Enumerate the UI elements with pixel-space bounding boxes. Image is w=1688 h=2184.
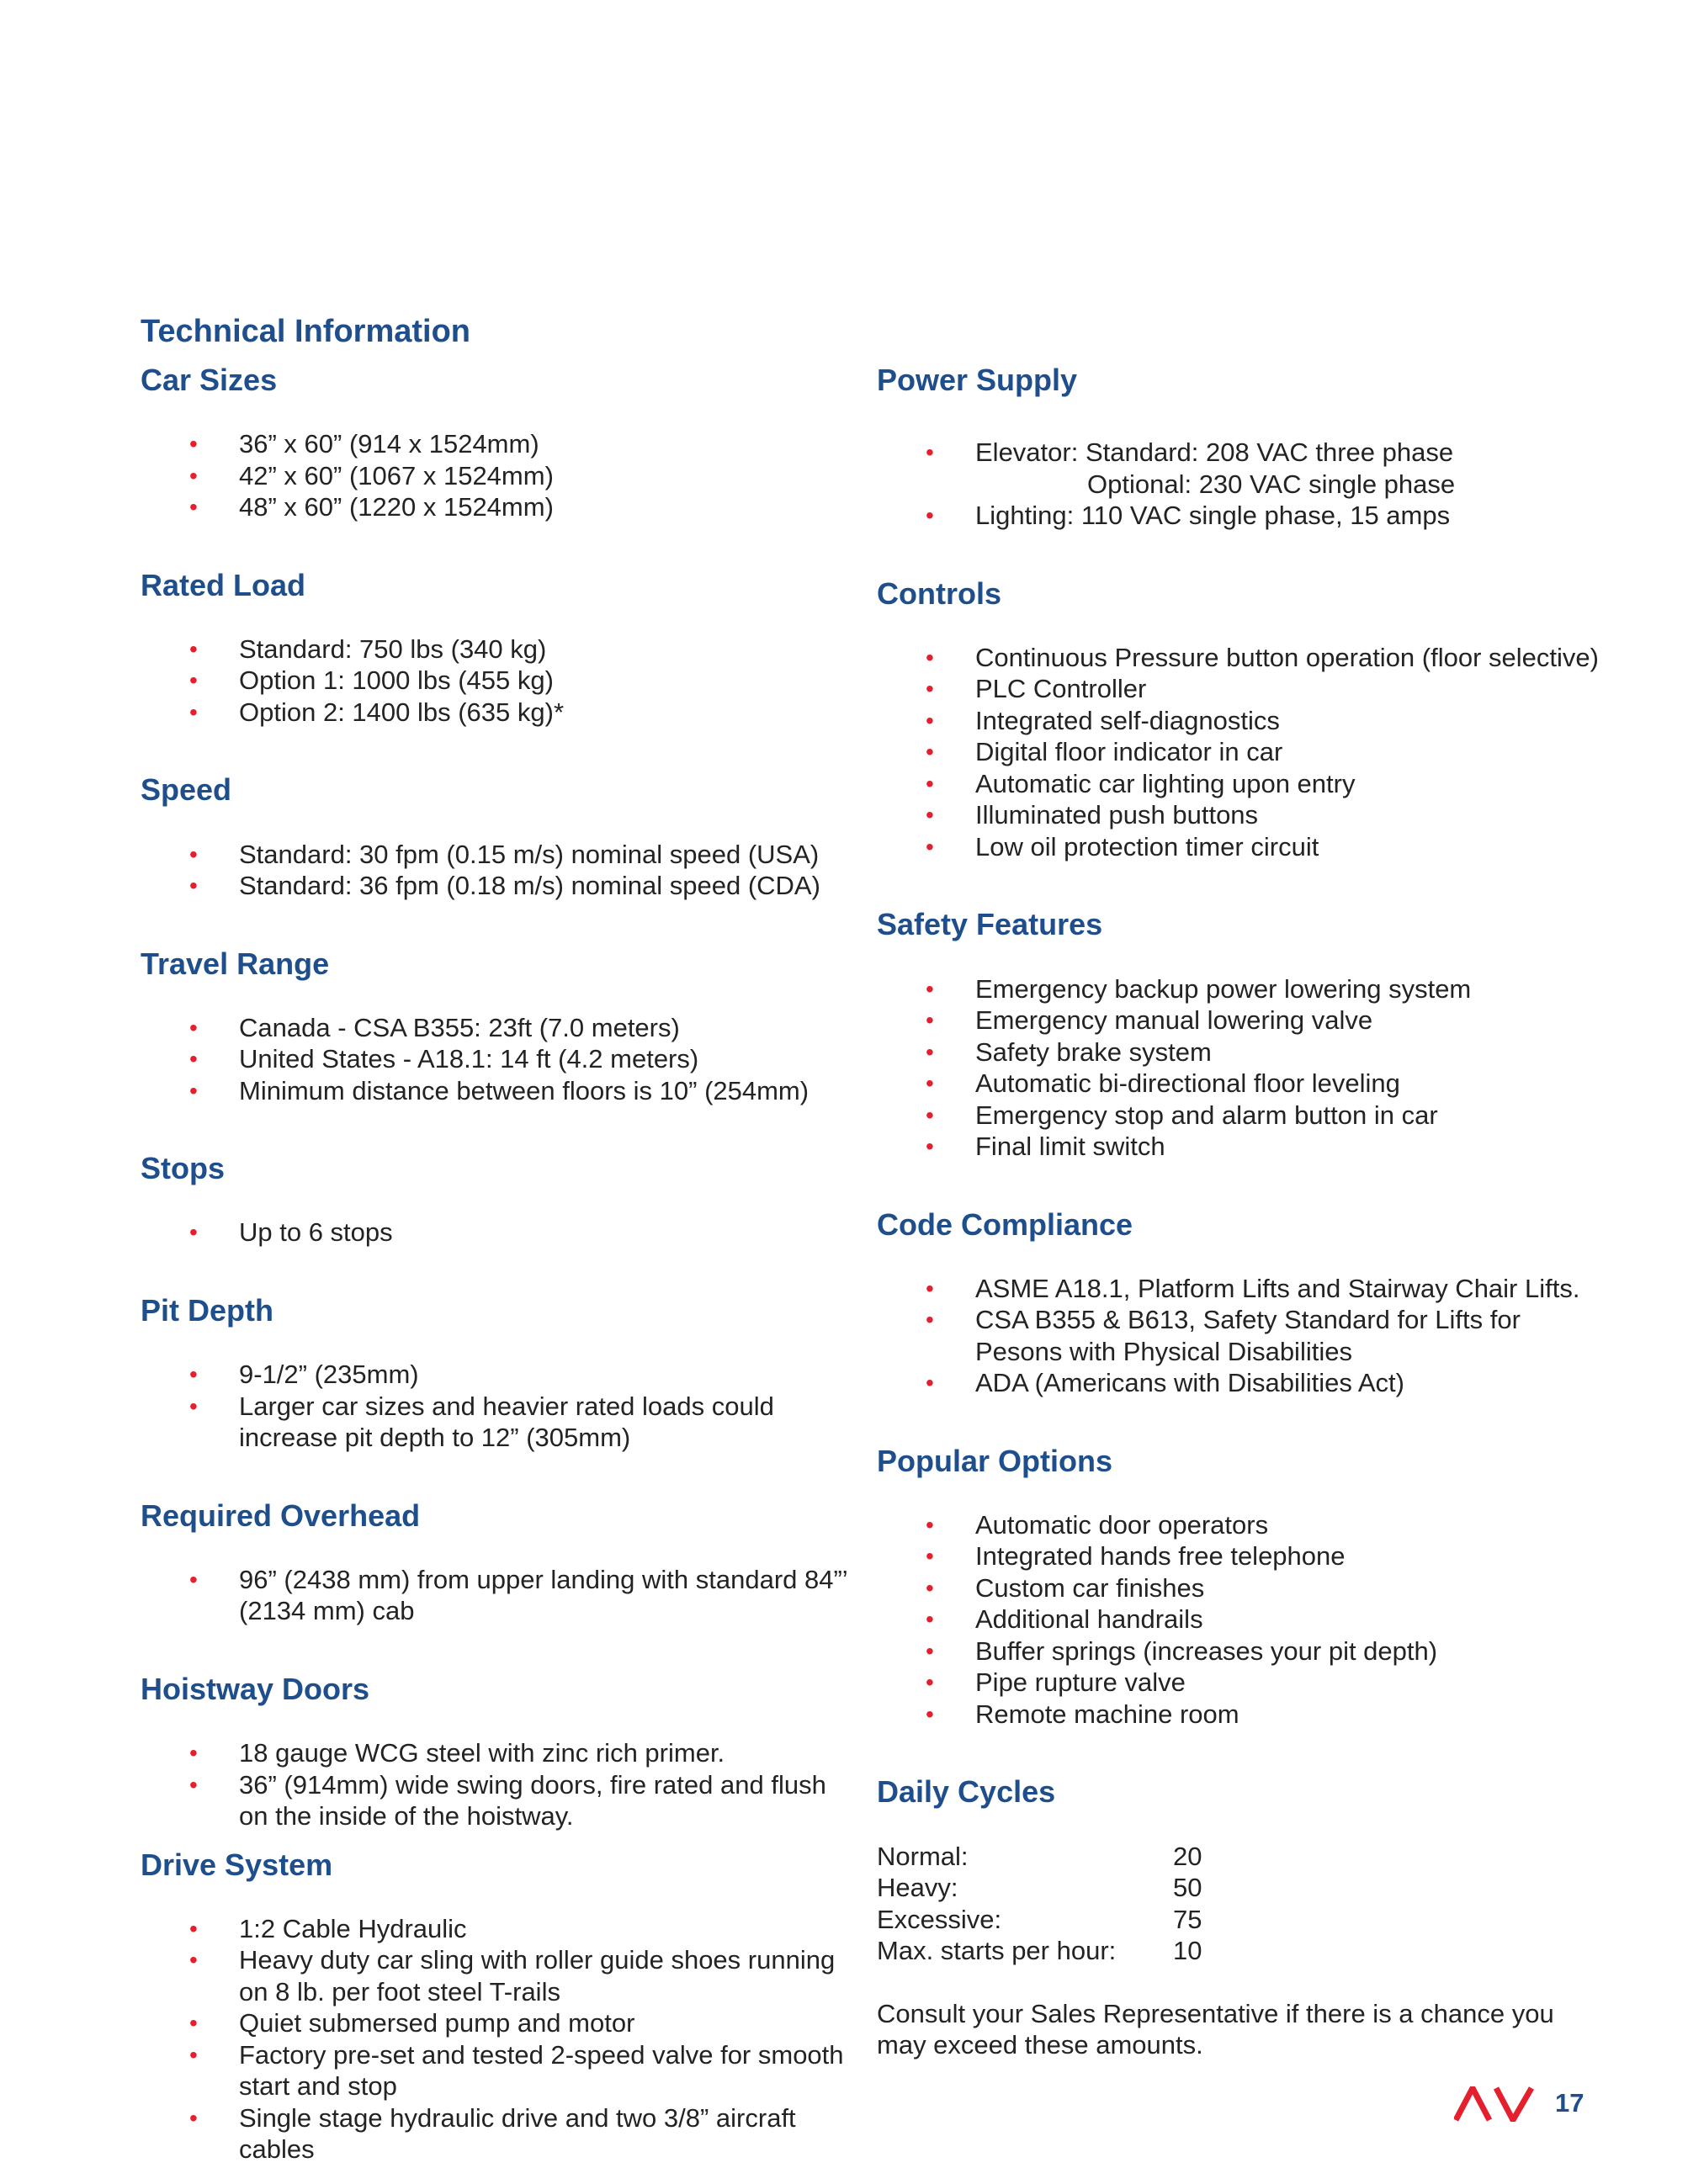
- section-heading: Car Sizes: [141, 363, 278, 397]
- bullet-icon: •: [926, 1669, 934, 1696]
- list-item: • Integrated hands free telephone: [926, 1541, 1346, 1572]
- list-item: • Automatic door operators: [926, 1509, 1269, 1540]
- list-item: • Automatic bi-directional floor leveling: [926, 1068, 1400, 1099]
- section-heading: Hoistway Doors: [141, 1671, 370, 1706]
- bullet-icon: •: [926, 1637, 934, 1664]
- section-heading: Speed: [141, 772, 232, 808]
- bullet-icon: •: [926, 1606, 934, 1633]
- list-item: • 18 gauge WCG steel with zinc rich primer.: [189, 1738, 725, 1768]
- list-item: • Larger car sizes and heavier rated loads could increase pit depth to 12” (305mm): [189, 1391, 774, 1453]
- list-item: • Automatic car lighting upon entry: [926, 768, 1356, 798]
- bullet-icon: •: [189, 1219, 198, 1246]
- bullet-icon: •: [926, 739, 934, 766]
- list-item: • Elevator: Standard: 208 VAC three phase Optional: 230 VAC single phase: [926, 437, 1456, 499]
- list-item: • Safety brake system: [926, 1036, 1212, 1067]
- list-item: • Option 2: 1400 lbs (635 kg)*: [189, 697, 565, 727]
- cycle-value: 50: [1173, 1873, 1202, 1903]
- section-controls: [877, 575, 1600, 863]
- section-safety-features: [877, 906, 1600, 1162]
- cycle-row: [877, 1904, 1600, 1936]
- list-item: • Canada - CSA B355: 23ft (7.0 meters): [189, 1012, 680, 1042]
- bullet-icon: •: [926, 770, 934, 797]
- list-item: • Single stage hydraulic drive and two 3/8” aircraft cables: [189, 2102, 796, 2165]
- list-item: • ASME A18.1, Platform Lifts and Stairway Chair Lifts.: [926, 1273, 1580, 1303]
- bullet-icon: •: [926, 833, 934, 860]
- list-item: • 96” (2438 mm) from upper landing with standard 84”’ (2134 mm) cab: [189, 1564, 847, 1626]
- bullet-icon: •: [189, 1771, 198, 1798]
- list-item: • Quiet submersed pump and motor: [189, 2008, 635, 2038]
- cycles-note: Consult your Sales Representative if there is a chance you may exceed these amounts.: [877, 1998, 1554, 2060]
- section-heading: Rated Load: [141, 567, 306, 602]
- section-heading: Controls: [877, 575, 1001, 611]
- bullet-icon: •: [189, 1566, 198, 1593]
- cycle-row: [877, 1872, 1600, 1904]
- list-item: • PLC Controller: [926, 674, 1147, 704]
- cycle-value: 75: [1173, 1904, 1202, 1934]
- bullet-icon: •: [926, 1307, 934, 1333]
- left-column: [141, 362, 856, 2165]
- cycle-value: 10: [1173, 1936, 1202, 1966]
- page-number: 17: [1555, 2088, 1584, 2118]
- bullet-icon: •: [926, 1007, 934, 1034]
- bullet-icon: •: [189, 2010, 198, 2037]
- bullet-icon: •: [926, 1101, 934, 1128]
- list-item: • 42” x 60” (1067 x 1524mm): [189, 460, 554, 490]
- list-item: • Remote machine room: [926, 1699, 1239, 1729]
- bullet-icon: •: [189, 1361, 198, 1388]
- power-optional: Optional: 230 VAC single phase: [1087, 469, 1456, 499]
- right-column: [877, 362, 1600, 2061]
- bullet-icon: •: [189, 1740, 198, 1766]
- section-heading: Daily Cycles: [877, 1774, 1056, 1810]
- bullet-icon: •: [189, 494, 198, 521]
- section-heading: Pit Depth: [141, 1292, 273, 1328]
- list-item: • Low oil protection timer circuit: [926, 831, 1319, 861]
- list-item: • 36” (914mm) wide swing doors, fire rated and flush on the inside of the hoistway.: [189, 1769, 826, 1831]
- cycle-label: Heavy:: [877, 1873, 958, 1903]
- bullet-icon: •: [189, 1014, 198, 1041]
- list-item: • Digital floor indicator in car: [926, 737, 1283, 767]
- bullet-icon: •: [189, 1947, 198, 1974]
- list-item: • Continuous Pressure button operation (floor selective): [926, 642, 1599, 672]
- bullet-icon: •: [189, 1077, 198, 1104]
- bullet-icon: •: [926, 1275, 934, 1301]
- list-item: • 9-1/2” (235mm): [189, 1360, 419, 1390]
- list-item: • Heavy duty car sling with roller guide shoes running on 8 lb. per foot steel T-rails: [189, 1945, 836, 2006]
- list-item: • Standard: 36 fpm (0.18 m/s) nominal speed (CDA): [189, 871, 820, 901]
- list-item: • Final limit switch: [926, 1132, 1165, 1162]
- list-item: • Custom car finishes: [926, 1572, 1205, 1603]
- section-required-overhead: [141, 1498, 856, 1627]
- cycle-label: Excessive:: [877, 1904, 1002, 1934]
- bullet-icon: •: [926, 676, 934, 702]
- list-item: • Additional handrails: [926, 1604, 1203, 1635]
- section-daily-cycles: [877, 1773, 1600, 2060]
- section-car-sizes: [141, 362, 856, 523]
- bullet-icon: •: [926, 802, 934, 829]
- list-item: • Pipe rupture valve: [926, 1667, 1186, 1698]
- section-heading: Travel Range: [141, 946, 330, 981]
- bullet-icon: •: [926, 1070, 934, 1097]
- section-heading: Popular Options: [877, 1443, 1113, 1478]
- bullet-icon: •: [189, 2041, 198, 2068]
- bullet-icon: •: [926, 1133, 934, 1160]
- section-heading: Safety Features: [877, 907, 1103, 942]
- bullet-icon: •: [926, 707, 934, 734]
- list-item: • 36” x 60” (914 x 1524mm): [189, 429, 539, 459]
- bullet-icon: •: [189, 1392, 198, 1419]
- bullet-icon: •: [926, 439, 934, 466]
- list-item: • United States - A18.1: 14 ft (4.2 meters): [189, 1044, 699, 1074]
- list-item: • ADA (Americans with Disabilities Act): [926, 1368, 1404, 1398]
- cycle-row: [877, 1935, 1600, 1967]
- section-heading: Power Supply: [877, 363, 1078, 397]
- list-item: • Standard: 750 lbs (340 kg): [189, 633, 547, 664]
- bullet-icon: •: [926, 502, 934, 529]
- section-speed: [141, 771, 856, 901]
- list-item: • Lighting: 110 VAC single phase, 15 amps: [926, 501, 1451, 531]
- bullet-icon: •: [189, 840, 198, 867]
- bullet-icon: •: [926, 1511, 934, 1538]
- list-item: • 1:2 Cable Hydraulic: [189, 1913, 467, 1943]
- section-stops: [141, 1150, 856, 1248]
- section-power-supply: [877, 362, 1600, 532]
- list-item: • Emergency stop and alarm button in car: [926, 1100, 1438, 1130]
- list-item: • CSA B355 & B613, Safety Standard for Lifts for Pesons with Physical Disabilities: [926, 1305, 1521, 1366]
- list-item: • Emergency backup power lowering system: [926, 973, 1472, 1004]
- section-pit-depth: [141, 1292, 856, 1454]
- list-item: • Buffer springs (increases your pit depth): [926, 1635, 1438, 1666]
- list-item: • Up to 6 stops: [189, 1217, 393, 1248]
- cycle-value: 20: [1173, 1841, 1202, 1871]
- cycle-label: Max. starts per hour:: [877, 1936, 1117, 1966]
- section-code-compliance: [877, 1206, 1600, 1399]
- bullet-icon: •: [189, 431, 198, 458]
- cycle-row: [877, 1841, 1600, 1873]
- list-item: • Standard: 30 fpm (0.15 m/s) nominal speed (USA): [189, 839, 820, 869]
- list-item: • Integrated self-diagnostics: [926, 705, 1280, 735]
- section-hoistway-doors: [141, 1671, 856, 1832]
- bullet-icon: •: [926, 1038, 934, 1065]
- bullet-icon: •: [926, 1700, 934, 1727]
- list-item: • Factory pre-set and tested 2-speed valve for smooth start and stop: [189, 2039, 844, 2102]
- list-item: • Illuminated push buttons: [926, 800, 1259, 830]
- bullet-icon: •: [189, 1046, 198, 1073]
- section-travel-range: [141, 946, 856, 1107]
- list-item: • Option 1: 1000 lbs (455 kg): [189, 665, 554, 696]
- list-item: • Emergency manual lowering valve: [926, 1005, 1373, 1036]
- section-popular-options: [877, 1443, 1600, 1731]
- section-heading: Drive System: [141, 1847, 333, 1882]
- list-item: • Minimum distance between floors is 10” (254mm): [189, 1075, 809, 1105]
- bullet-icon: •: [189, 872, 198, 899]
- section-rated-load: [141, 567, 856, 729]
- bullet-icon: •: [926, 1574, 934, 1601]
- bullet-icon: •: [926, 644, 934, 671]
- bullet-icon: •: [926, 1370, 934, 1397]
- cycle-label: Normal:: [877, 1841, 969, 1871]
- section-drive-system: [141, 1847, 856, 2165]
- bullet-icon: •: [926, 1543, 934, 1570]
- bullet-icon: •: [189, 698, 198, 725]
- section-heading: Code Compliance: [877, 1206, 1133, 1242]
- section-heading: Required Overhead: [141, 1498, 421, 1533]
- av-logo-icon: [1454, 2086, 1534, 2122]
- bullet-icon: •: [189, 635, 198, 662]
- bullet-icon: •: [189, 462, 198, 489]
- list-item: • 48” x 60” (1220 x 1524mm): [189, 492, 554, 522]
- bullet-icon: •: [189, 667, 198, 694]
- page-title: Technical Information: [141, 314, 471, 349]
- bullet-icon: •: [189, 2104, 198, 2131]
- section-heading: Stops: [141, 1151, 226, 1186]
- bullet-icon: •: [189, 1915, 198, 1942]
- bullet-icon: •: [926, 975, 934, 1002]
